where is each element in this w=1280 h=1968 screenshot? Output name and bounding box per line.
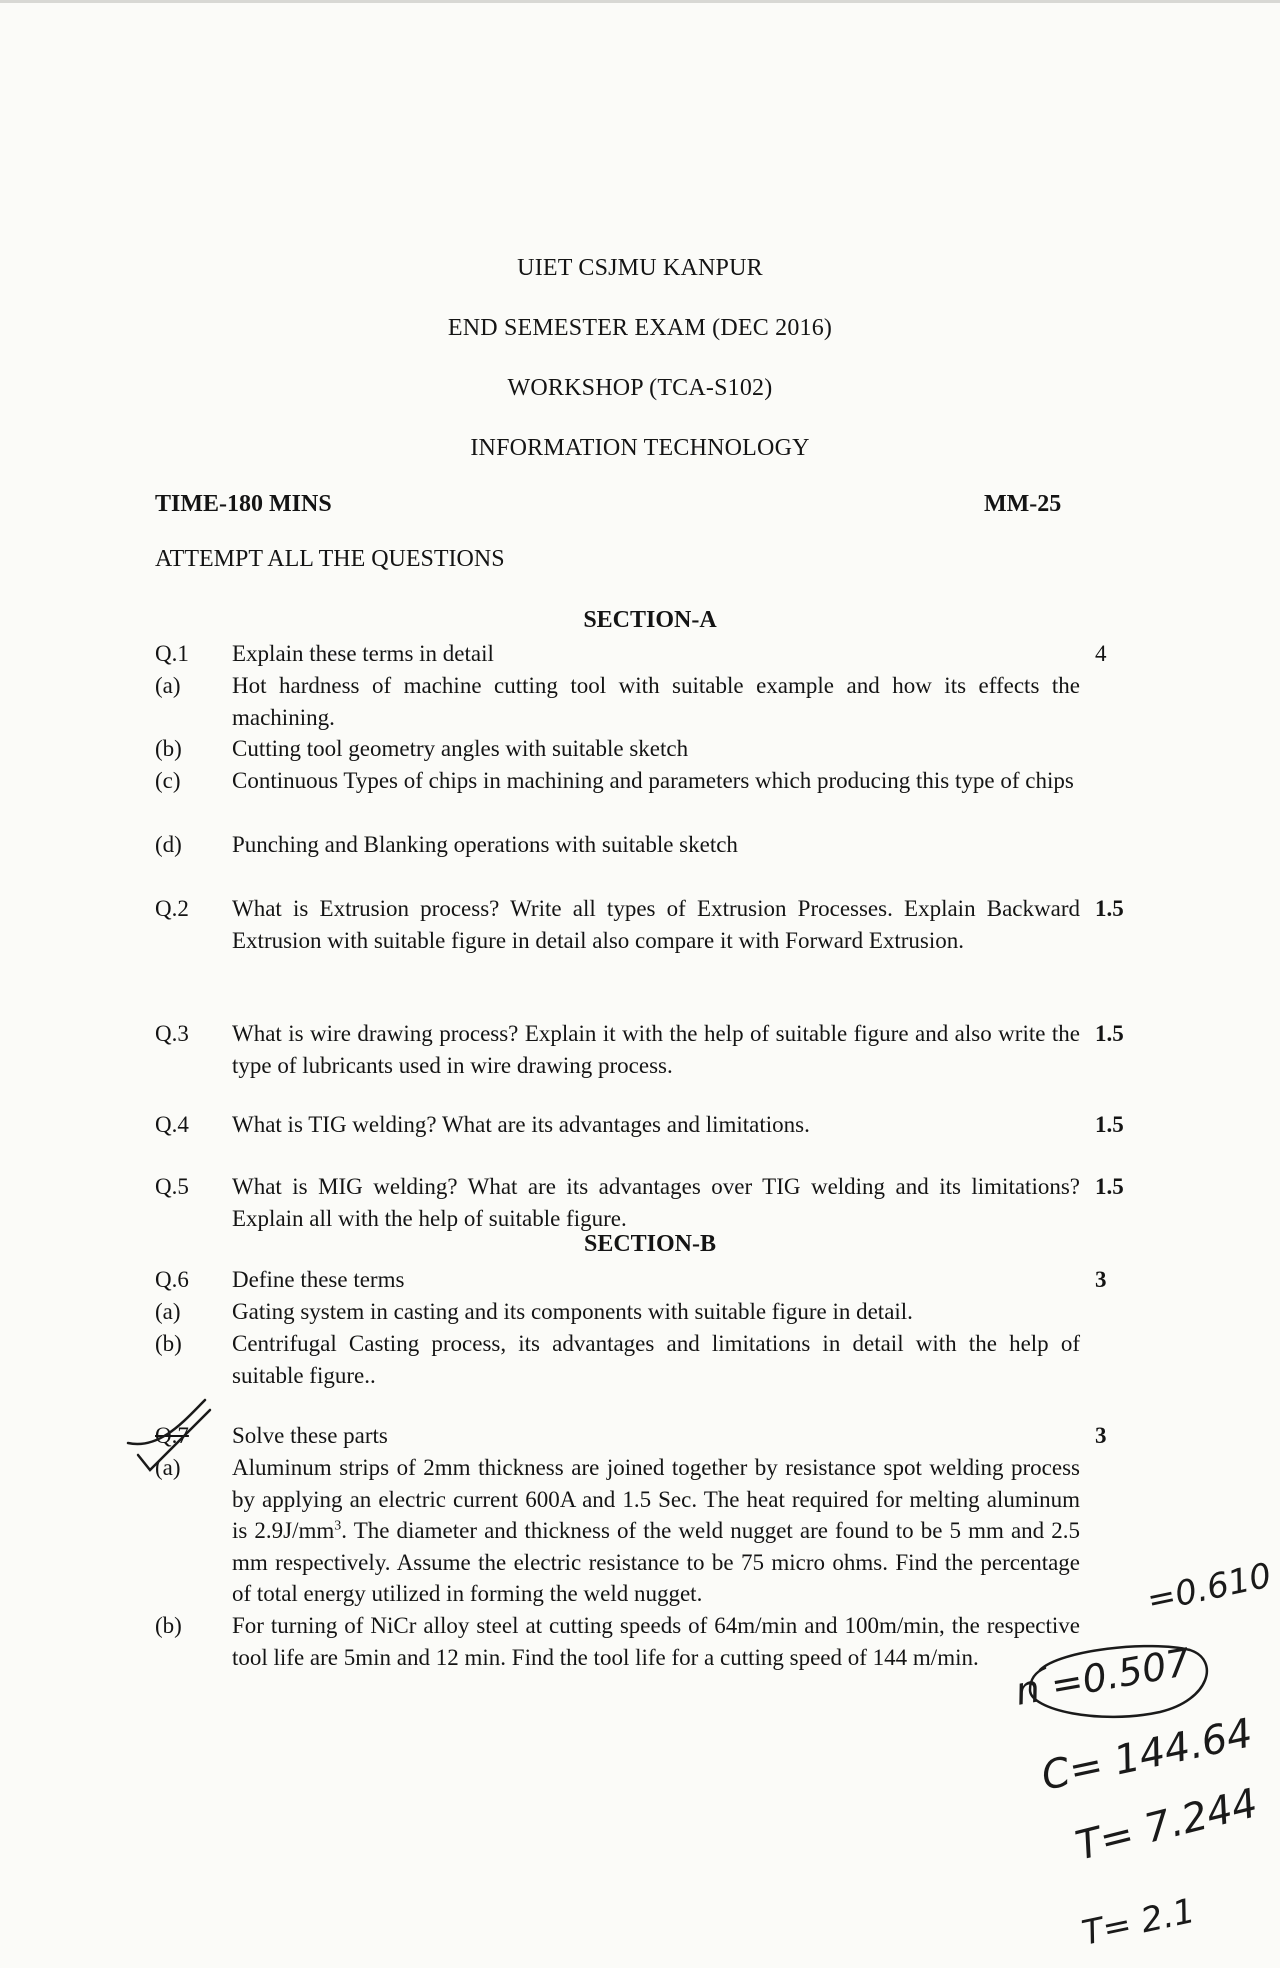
question-marks: 1.5 [1095, 1021, 1124, 1046]
note-n4: T= 7.244 [1071, 1780, 1263, 1870]
note-n3: C= 144.64 [1037, 1710, 1257, 1800]
question-number: Q.3 [155, 1021, 189, 1046]
part-text: Punching and Blanking operations with suitable sketch [232, 832, 738, 857]
question-marks: 1.5 [1095, 896, 1124, 921]
part-text: Continuous Types of chips in machining and parameters which producing this type of chips [232, 768, 1074, 793]
part-text: For turning of NiCr alloy steel at cutting speeds of 64m/min and 100m/min, the respective tool life are 5min and 12 min. Find the tool life for a cutting speed of 144 m/min. [232, 1613, 1080, 1670]
question-marks: 1.5 [1095, 1112, 1124, 1137]
part-label: (b) [155, 736, 182, 761]
question-number: Q.7 [155, 1423, 189, 1448]
question-number: Q.1 [155, 641, 189, 666]
part-label: (b) [155, 1613, 182, 1638]
part-text-main: Aluminum strips of 2mm thickness are joined together by resistance spot welding process by applying an electric current 600A and 1.5 Sec. The heat required for melting aluminum is 2.9J/mm [232, 1455, 1080, 1543]
question-text: What is MIG welding? What are its advantages over TIG welding and its limitations? Explain all with the help of suitable figure. [232, 1174, 1080, 1231]
part-label: (c) [155, 768, 181, 793]
question-text: Solve these parts [232, 1423, 388, 1448]
exam-time: TIME-180 MINS [155, 491, 332, 517]
note-n1: =0.610 [1143, 1555, 1275, 1621]
section-b-title: SECTION-B [583, 1231, 717, 1257]
question-number: Q.5 [155, 1174, 189, 1199]
question-marks: 3 [1095, 1423, 1107, 1448]
part-text: Gating system in casting and its components with suitable figure in detail. [232, 1299, 913, 1324]
question-text: What is wire drawing process? Explain it with the help of suitable figure and also write the type of lubricants used in wire drawing process. [232, 1021, 1080, 1078]
question-text: What is Extrusion process? Write all types of Extrusion Processes. Explain Backward Extrusion with suitable figure in detail also compare it with Forward Extrusion. [232, 896, 1080, 953]
question-number: Q.2 [155, 896, 189, 921]
part-label: (a) [155, 673, 181, 698]
part-label: (b) [155, 1331, 182, 1356]
part-text [232, 1452, 1080, 1610]
note-n5: T= 2.1 [1078, 1890, 1199, 1954]
superscript: 3 [334, 1518, 342, 1534]
question-marks: 4 [1095, 641, 1107, 666]
part-label: (a) [155, 1455, 181, 1480]
part-text: Cutting tool geometry angles with suitable sketch [232, 736, 689, 761]
question-text: Explain these terms in detail [232, 641, 494, 666]
question-text: Define these terms [232, 1267, 405, 1292]
part-label: (d) [155, 832, 182, 857]
subject-title: WORKSHOP (TCA-S102) [507, 375, 773, 401]
max-marks: MM-25 [984, 491, 1062, 517]
part-text: Hot hardness of machine cutting tool with suitable example and how its effects the machining. [232, 673, 1080, 730]
institute-name: UIET CSJMU KANPUR [517, 255, 763, 281]
top-scan-edge [0, 0, 1280, 3]
part-label: (a) [155, 1299, 181, 1324]
question-marks: 3 [1095, 1267, 1107, 1292]
part-text: Centrifugal Casting process, its advantages and limitations in detail with the help of suitable figure.. [232, 1331, 1080, 1388]
part-text-rest: . The diameter and thickness of the weld nugget are found to be 5 mm and 2.5 mm respectively. Assume the electric resistance to be 75 micro ohms. Find the percentage of total energy utilized in forming the weld nugget. [232, 1518, 1080, 1606]
question-marks: 1.5 [1095, 1174, 1124, 1199]
branch-title: INFORMATION TECHNOLOGY [470, 435, 810, 461]
question-number: Q.6 [155, 1267, 189, 1292]
exam-title: END SEMESTER EXAM (DEC 2016) [447, 315, 833, 341]
note-n2: n =0.507 [1011, 1639, 1194, 1714]
question-text: What is TIG welding? What are its advantages and limitations. [232, 1112, 810, 1137]
instruction: ATTEMPT ALL THE QUESTIONS [155, 546, 505, 572]
question-number: Q.4 [155, 1112, 189, 1137]
section-a-title: SECTION-A [583, 607, 717, 633]
